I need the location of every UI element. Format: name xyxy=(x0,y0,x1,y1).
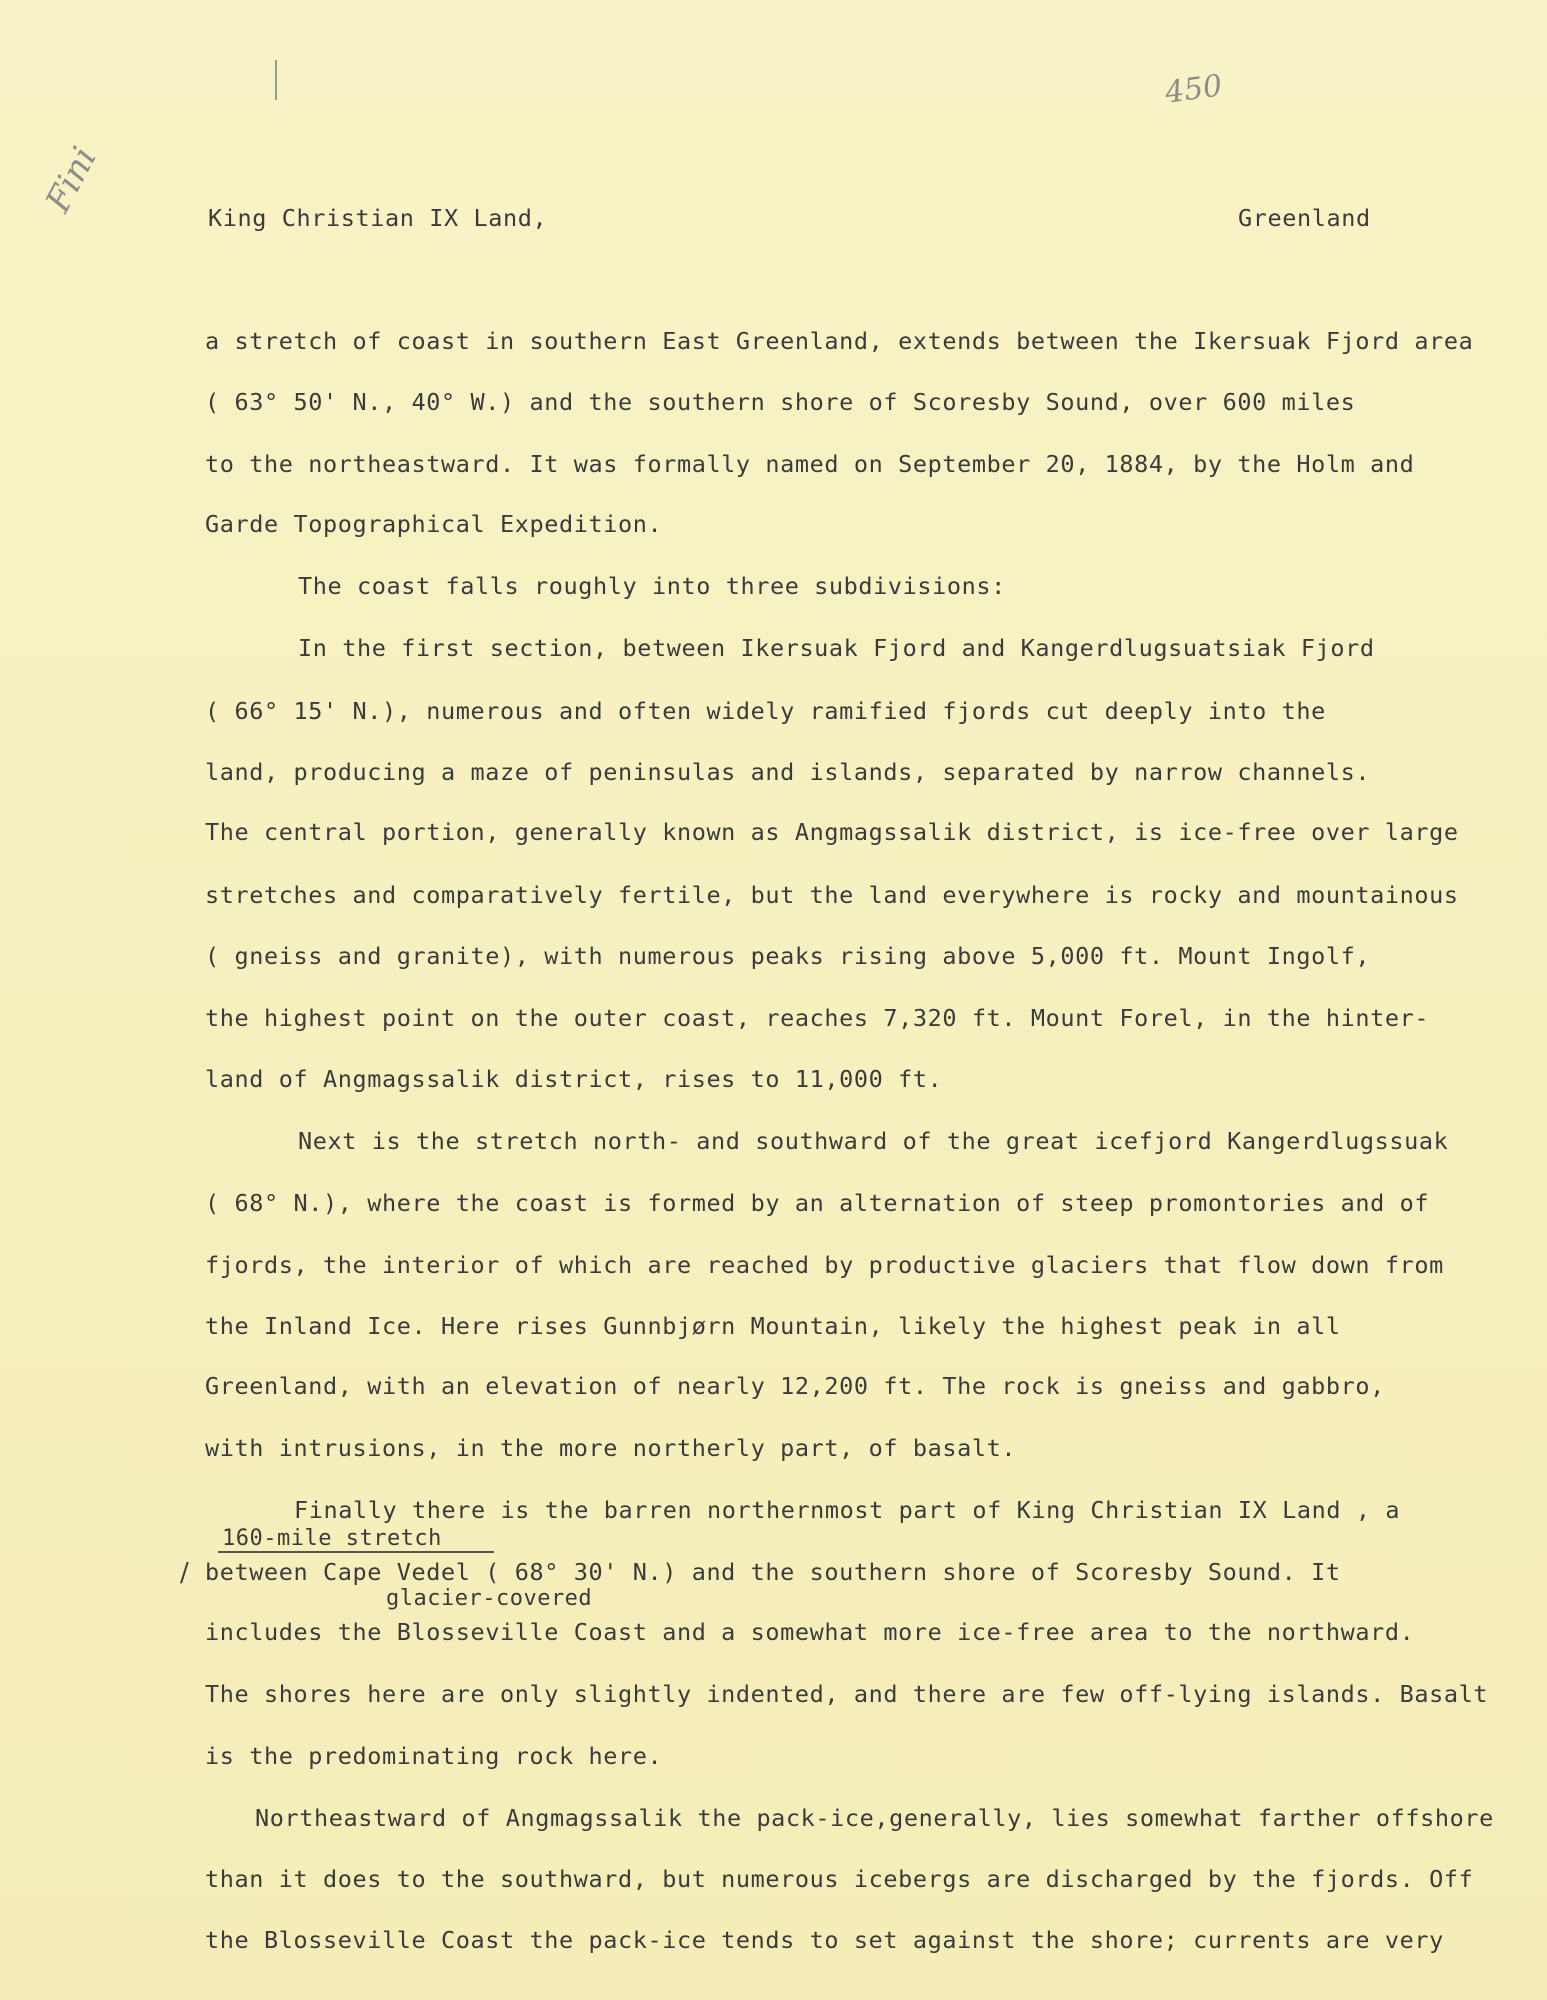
text-line: ( 68° N.), where the coast is formed by an alternation of steep promontories and of xyxy=(205,1189,1430,1217)
insertion-underline xyxy=(218,1551,494,1553)
text-line: fjords, the interior of which are reached by productive glaciers that flow down from xyxy=(205,1251,1444,1279)
pencil-tick-mark xyxy=(275,60,277,100)
text-line: the highest point on the outer coast, reaches 7,320 ft. Mount Forel, in the hinter- xyxy=(205,1004,1430,1032)
text-line: Northeastward of Angmagssalik the pack-ice,generally, lies somewhat farther offshore xyxy=(255,1804,1494,1832)
text-line: Greenland, with an elevation of nearly 12,200 ft. The rock is gneiss and gabbro, xyxy=(205,1372,1385,1400)
text-line: The shores here are only slightly indented, and there are few off-lying islands. Basalt xyxy=(205,1680,1489,1708)
text-line: The coast falls roughly into three subdivisions: xyxy=(298,572,1006,600)
text-line: includes the Blosseville Coast and a somewhat more ice-free area to the northward. xyxy=(205,1618,1415,1646)
document-region: Greenland xyxy=(1238,204,1371,232)
margin-note: Fini xyxy=(38,140,105,219)
text-line: the Blosseville Coast the pack-ice tends to set against the shore; currents are very xyxy=(205,1926,1444,1954)
text-line: ( 63° 50' N., 40° W.) and the southern shore of Scoresby Sound, over 600 miles xyxy=(205,388,1356,416)
text-line: is the predominating rock here. xyxy=(205,1742,663,1770)
text-line: a stretch of coast in southern East Greenland, extends between the Ikersuak Fjord area xyxy=(205,327,1474,355)
text-line: than it does to the southward, but numerous icebergs are discharged by the fjords. Off xyxy=(205,1865,1474,1893)
text-line: stretches and comparatively fertile, but the land everywhere is rocky and mountainous xyxy=(205,881,1459,909)
text-line: land of Angmagssalik district, rises to 11,000 ft. xyxy=(205,1065,943,1093)
text-line: the Inland Ice. Here rises Gunnbjørn Mountain, likely the highest peak in all xyxy=(205,1312,1341,1340)
text-line: to the northeastward. It was formally named on September 20, 1884, by the Holm and xyxy=(205,450,1415,478)
insertion-caret: / xyxy=(180,1558,189,1588)
text-line: The central portion, generally known as Angmagssalik district, is ice-free over large xyxy=(205,818,1459,846)
text-line: between Cape Vedel ( 68° 30' N.) and the southern shore of Scoresby Sound. It xyxy=(205,1558,1341,1586)
text-line: In the first section, between Ikersuak Fjord and Kangerdlugsuatsiak Fjord xyxy=(298,634,1375,662)
text-line: Garde Topographical Expedition. xyxy=(205,510,663,538)
document-title: King Christian IX Land, xyxy=(208,204,548,232)
page-number: 450 xyxy=(1162,68,1225,111)
insertion-160-mile-stretch: 160-mile stretch xyxy=(222,1526,442,1551)
text-line: ( gneiss and granite), with numerous peaks rising above 5,000 ft. Mount Ingolf, xyxy=(205,942,1371,970)
text-line: land, producing a maze of peninsulas and islands, separated by narrow channels. xyxy=(205,758,1371,786)
text-line: Finally there is the barren northernmost part of King Christian IX Land , a xyxy=(294,1496,1401,1524)
text-line: with intrusions, in the more northerly part, of basalt. xyxy=(205,1434,1017,1462)
text-line: ( 66° 15' N.), numerous and often widely ramified fjords cut deeply into the xyxy=(205,697,1326,725)
insertion-glacier-covered: glacier-covered xyxy=(386,1586,593,1611)
text-line: Next is the stretch north- and southward of the great icefjord Kangerdlugssuak xyxy=(298,1127,1449,1155)
